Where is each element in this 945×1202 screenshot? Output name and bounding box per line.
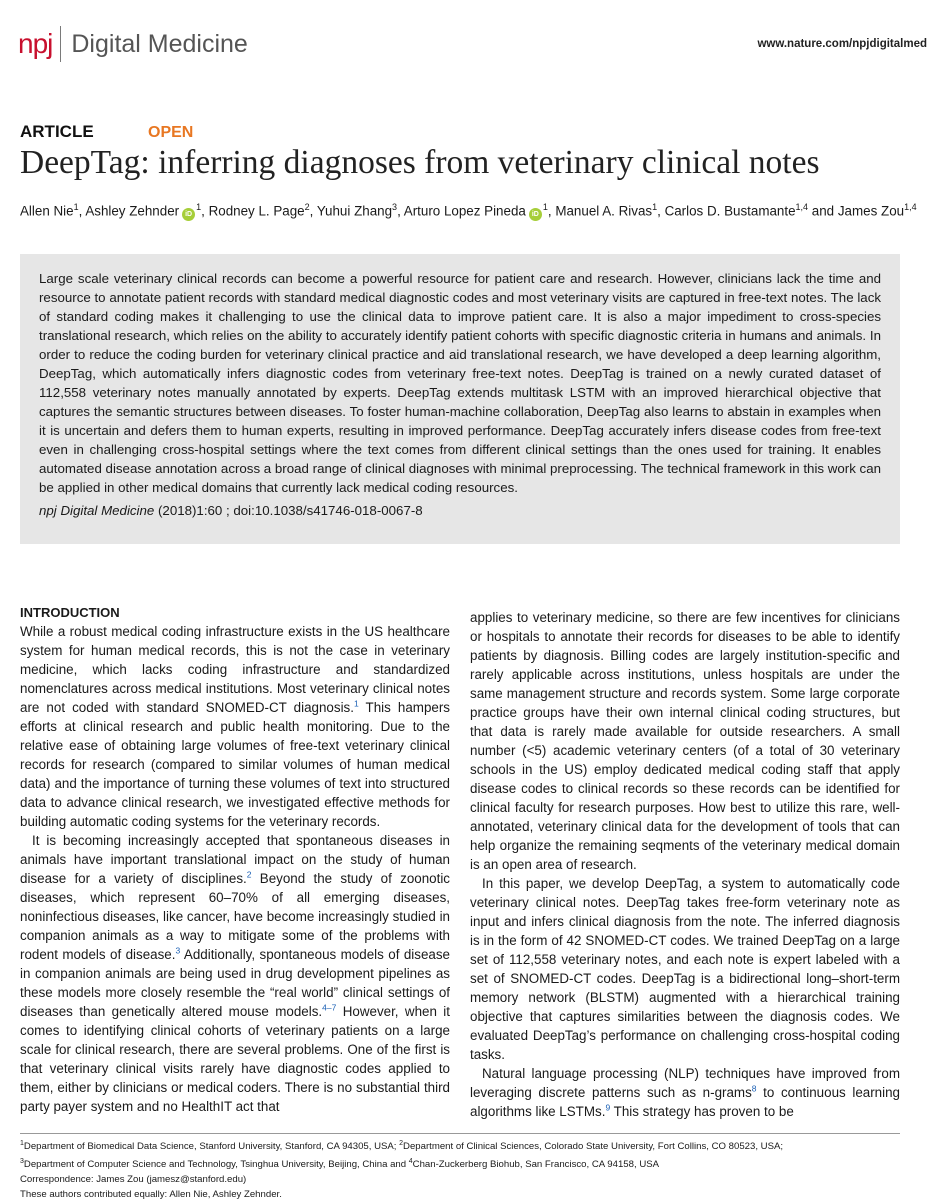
- affiliations-line-2: $^3$Department of Computer Science and Technology, Tsinghua University, Beijing, China and $^4$Chan-Zuckerberg Biohub, San Francisco, CA 94158, USA: [20, 1158, 660, 1171]
- logo-divider: [60, 26, 61, 62]
- author[interactable]: Manuel A. Rivas: [555, 203, 653, 219]
- footnotes: [20, 1136, 910, 1202]
- paragraph: In this paper, we develop DeepTag, a system to automatically code veterinary clinical notes. DeepTag takes free-form veterinary note as input and infers clinical diagnosis from the note. The inferred diagnosis is in the form of 42 SNOMED-CT codes. We trained DeepTag on a large set of 112,558 veterinary notes, and each note is expert labeled with a set of SNOMED-CT codes. DeepTag is a bidirectional long–short-term memory network (BLSTM) augmented with a hierarchical training objective that captures similarities between the diagnosis codes. We evaluated DeepTag’s performance on challenging cross-hospital coding tasks.: [470, 876, 900, 1062]
- author[interactable]: Rodney L. Page: [208, 203, 305, 219]
- author[interactable]: James Zou: [837, 203, 905, 219]
- reference-link[interactable]: 9: [605, 1102, 611, 1113]
- reference-link[interactable]: 3: [175, 945, 181, 956]
- orcid-icon[interactable]: iD: [182, 208, 195, 221]
- footnote-divider: [20, 1133, 900, 1134]
- logo-brand: npj: [18, 28, 53, 59]
- reference-link[interactable]: 2: [246, 869, 252, 880]
- journal-logo: [18, 26, 248, 62]
- author[interactable]: Allen Nie: [20, 203, 74, 219]
- author[interactable]: Yuhui Zhang: [316, 203, 393, 219]
- body-column-left: [20, 603, 450, 1116]
- citation: npj Digital Medicine (2018)1:60 ; doi:10.1038/s41746-018-0067-8: [39, 503, 423, 518]
- abstract-box: [20, 254, 900, 544]
- article-title: DeepTag: inferring diagnoses from veterinary clinical notes: [20, 144, 820, 181]
- paragraph: Natural language processing (NLP) techniques have improved from leveraging discrete patterns such as n-grams$^8$ to continuous learning algorithms like LSTMs.$^9$ This strategy has proven to be: [470, 1066, 901, 1119]
- logo-journal-name: Digital Medicine: [71, 29, 248, 58]
- abstract-text: Large scale veterinary clinical records can become a powerful resource for patient care and research. However, clinicians lack the time and resource to annotate patient records with standard medical diagnostic codes and most veterinary visits are captured in free-text notes. The lack of standard coding makes it challenging to use the clinical data to improve patient care. It is also a major impediment to cross-species translational research, which relies on the ability to accurately identify patient cohorts with specific diagnostic criteria in humans and animals. In order to reduce the coding burden for veterinary clinical practice and aid translational research, we have developed a deep learning algorithm, DeepTag, which automatically infers diagnostic codes from veterinary free-text notes. DeepTag is trained on a newly curated dataset of 112,558 veterinary notes manually annotated by experts. DeepTag extends multitask LSTM with an improved hierarchical objective that captures the semantic structures between diseases. To foster human-machine collaboration, DeepTag also learns to abstain in examples when it is uncertain and defers them to human experts, resulting in improved performance. DeepTag accurately infers disease codes from free-text even in challenging cross-hospital settings where the text comes from different clinical settings than the ones used for training. It enables automated disease annotation across a broad range of clinical diagnoses with minimal preprocessing. The technical framework in this work can be applied in other medical domains that currently lack medical coding resources.: [39, 271, 881, 495]
- equal-contribution-note: These authors contributed equally: Allen Nie, Ashley Zehnder.: [20, 1189, 282, 1201]
- paragraph: While a robust medical coding infrastructure exists in the US healthcare system for human medical records, this is not the case in veterinary medicine, which lacks coding infrastructure and standardized nomenclatures across medical institutions. Most veterinary clinical notes are not coded with standard SNOMED-CT diagnosis.$^1$ This hampers efforts at clinical research and public health monitoring. Due to the relative ease of obtaining large volumes of free-text veterinary clinical records for research (compared to similar volumes of human medical data) and the importance of turning these volumes of text into structured data to advance clinical research, we investigated effective methods for building automatic coding systems for the veterinary records.: [20, 624, 451, 829]
- correspondence: Correspondence: James Zou (jamesz@stanford.edu): [20, 1174, 247, 1186]
- reference-link[interactable]: 1: [353, 698, 359, 709]
- reference-link[interactable]: 8: [751, 1083, 757, 1094]
- body-column-right: [470, 608, 900, 1121]
- author[interactable]: Ashley Zehnder: [85, 203, 180, 219]
- section-heading: INTRODUCTION: [20, 605, 120, 620]
- affiliations-line-1: $^1$Department of Biomedical Data Science, Stanford University, Stanford, CA 94305, USA; $^2$Department of Clinical Sciences, Colorado State University, Fort Collins, CO 80523, USA;: [20, 1140, 784, 1153]
- open-access-badge: OPEN: [148, 124, 194, 141]
- paragraph: It is becoming increasingly accepted that spontaneous diseases in animals have important translational impact on the study of human disease for a variety of disciplines.$^2$ Beyond the study of zoonotic diseases, which represent 60–70% of all emerging diseases, noninfectious diseases, like cancer, have become increasingly studied in companion animals as a way to mitigate some of the problems with rodent models of disease.$^3$ Additionally, spontaneous models of disease in companion animals are being used in drug development pipelines as these models more closely resemble the “real world” clinical settings of diseases than genetically altered mouse models.$^{4-7}$ However, when it comes to identifying clinical cohorts of veterinary patients on a large scale for clinical research, there are several problems. One of the first is that veterinary clinical visits rarely have diagnostic codes applied to them, either by clinicians or medical coders. There is no substantial third party payer system and no HealthIT act that: [20, 833, 451, 1114]
- article-type-label: ARTICLE: [20, 122, 94, 141]
- reference-link[interactable]: 4–7: [322, 1002, 337, 1013]
- orcid-icon[interactable]: iD: [529, 208, 542, 221]
- author-list: Allen Nie$^1$, Ashley Zehnder $iD^1$, Rodney L. Page$^2$, Yuhui Zhang$^3$, Arturo Lopez Pineda $iD^1$, Manuel A. Rivas$^1$, Carlos D. Bustamante$^{1,4}$ and James Zou$^{1,4}$: [20, 198, 920, 221]
- paragraph: applies to veterinary medicine, so there are few incentives for clinicians or hospitals to annotate their records for diseases to be able to identify patients by diagnosis. Billing codes are largely institution-specific and rarely applicable across institutions, unless hospitals are under the same management structure and records system. Some large corporate practice groups have their own internal clinical coding structures, but that data is rarely made available for outside researchers. A small number (<5) academic veterinary centers (of a total of 30 veterinary schools in the US) employ dedicated medical coding staff that apply disease codes to clinical records so these records can be identified for clinical faculty for research purposes. How best to utilize this rare, well-annotated, veterinary clinical data for the development of tools that can help organize the remaining seqments of the veterinary medical domain is an open area of research.: [470, 610, 900, 872]
- author[interactable]: Carlos D. Bustamante: [664, 203, 796, 219]
- journal-url-link[interactable]: www.nature.com/npjdigitalmed: [757, 38, 927, 50]
- author[interactable]: Arturo Lopez Pineda: [403, 203, 526, 219]
